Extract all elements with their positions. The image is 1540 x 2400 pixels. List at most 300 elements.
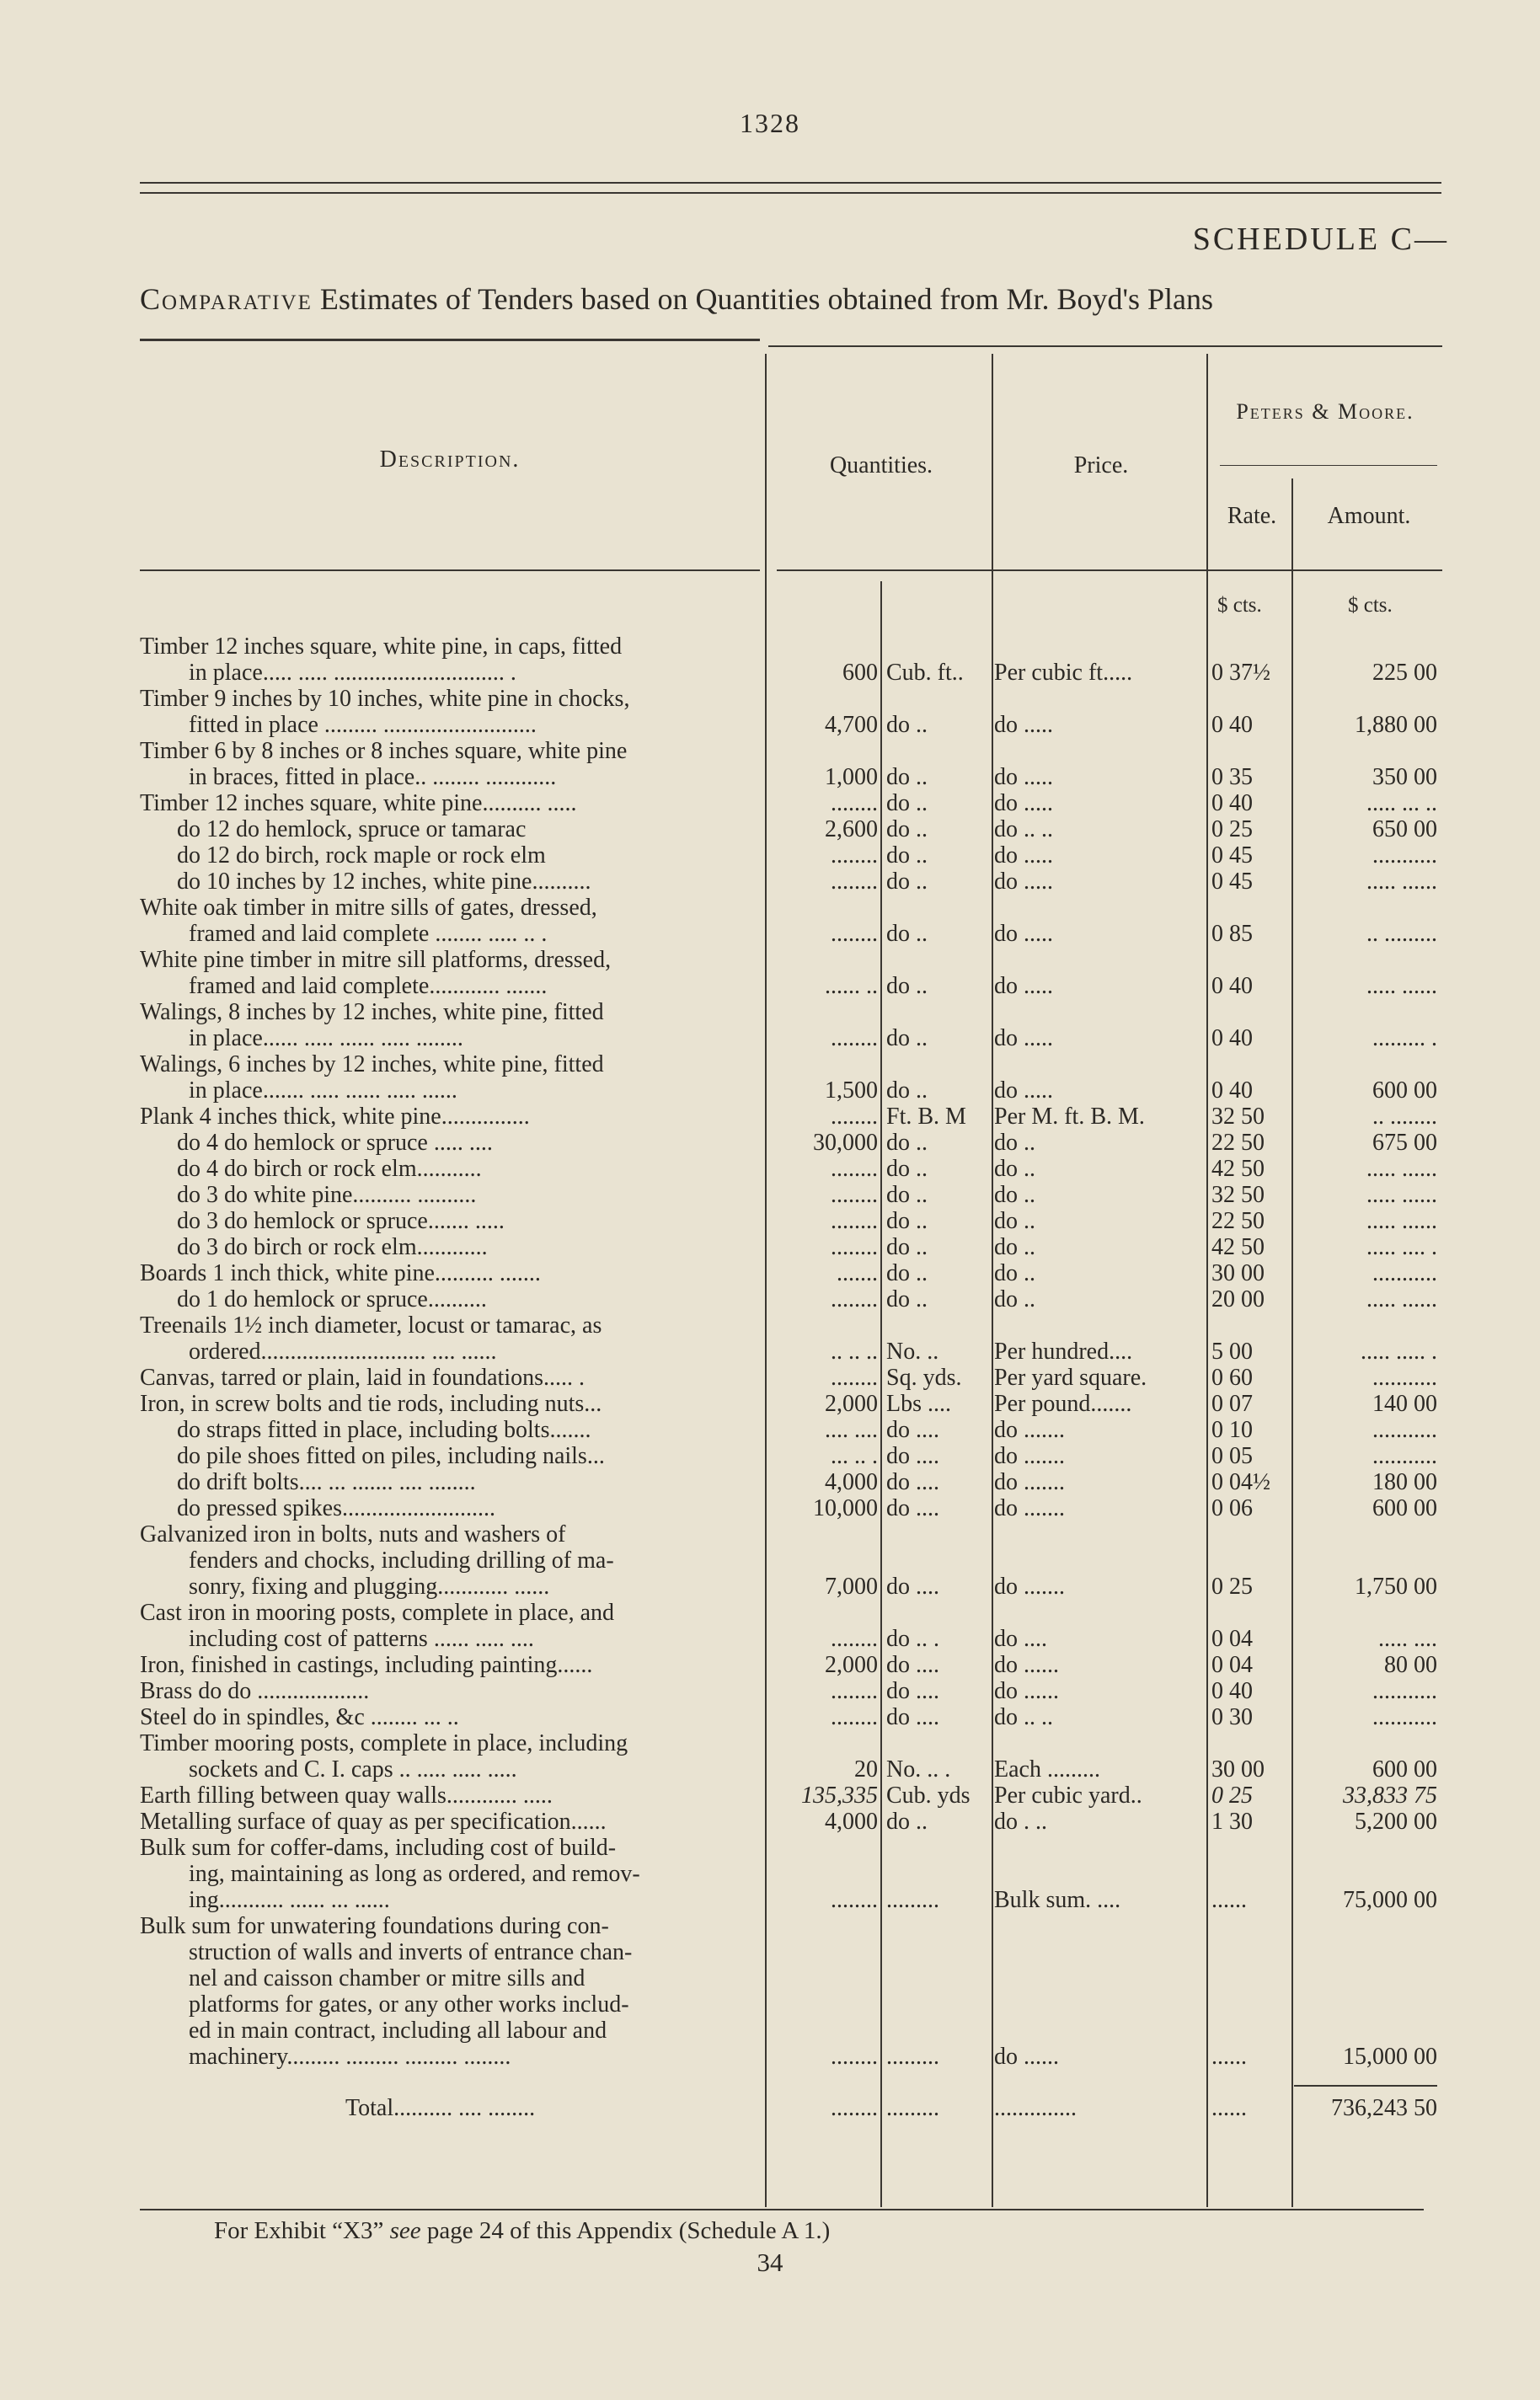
quantity-cell: .... .... [825, 1417, 878, 1443]
description-line: nel and caisson chamber or mitre sills and [189, 1965, 586, 1991]
rate-cell: 32 50 [1211, 1182, 1265, 1208]
price-cell: do ..... [994, 842, 1053, 869]
description-line: Earth filling between quay walls............ ..... [140, 1783, 553, 1809]
rate-cell: 0 25 [1211, 1574, 1253, 1600]
price-cell: Bulk sum. .... [994, 1887, 1121, 1913]
rate-units: $ cts. [1217, 594, 1262, 617]
amount-cell: ..... ...... [1366, 1156, 1437, 1182]
description-line: do straps fitted in place, including bolts....... [177, 1417, 591, 1443]
quantity-cell: 2,000 [825, 1652, 878, 1678]
price-cell: do ....... [994, 1574, 1065, 1600]
description-line: Canvas, tarred or plain, laid in foundations..... . [140, 1365, 585, 1391]
unit-cell: do .. [886, 712, 928, 738]
quantity-cell: 4,000 [825, 1809, 878, 1835]
quantity-cell: ........ [831, 869, 878, 895]
page-subtitle [140, 281, 1213, 317]
description-line: ing........... ...... ... ...... [189, 1887, 390, 1913]
price-cell: do ...... [994, 2044, 1059, 2070]
quantity-cell: ........ [831, 1365, 878, 1391]
description-line: ed in main contract, including all labour and [189, 2018, 607, 2044]
description-line: do 3 do hemlock or spruce....... ..... [177, 1208, 505, 1234]
rate-cell: 0 05 [1211, 1443, 1253, 1469]
description-line: Treenails 1½ inch diameter, locust or tamarac, as [140, 1312, 602, 1339]
quantity-cell: ........ [831, 842, 878, 869]
row-description [140, 1600, 767, 1652]
unit-cell: ......... [886, 1887, 939, 1913]
price-cell: do .. [994, 1260, 1035, 1286]
row-description [140, 1156, 767, 1182]
subtitle-lead: Comparative [140, 282, 313, 316]
quantity-cell: 1,500 [825, 1077, 878, 1104]
description-line: in place...... ..... ...... ..... ........ [189, 1025, 463, 1051]
quantity-cell: 1,000 [825, 764, 878, 790]
description-header: Description. [379, 446, 521, 473]
row-description [140, 895, 767, 947]
unit-cell: do .... [886, 1443, 939, 1469]
unit-cell: do .. [886, 869, 928, 895]
amount-cell: ..... .... . [1366, 1234, 1437, 1260]
quantity-cell: ........ [831, 1156, 878, 1182]
row-description [140, 1234, 767, 1260]
amount-cell: ..... ..... . [1361, 1339, 1437, 1365]
header-bottom-rule-right [777, 569, 1442, 571]
price-cell: do .. [994, 1182, 1035, 1208]
rate-cell: 0 04½ [1211, 1469, 1270, 1495]
amount-cell: 180 00 [1372, 1469, 1437, 1495]
page-number: 1328 [740, 108, 800, 138]
amount-cell: ......... . [1372, 1025, 1437, 1051]
row-description [140, 842, 767, 869]
unit-cell: Lbs .... [886, 1391, 951, 1417]
description-line: Iron, in screw bolts and tie rods, including nuts... [140, 1391, 602, 1417]
quantity-cell: ........ [831, 1626, 878, 1652]
description-line: in place..... ..... ............................. . [189, 660, 516, 686]
unit-cell: do .. [886, 973, 928, 999]
quantity-cell: 135,335 [801, 1783, 878, 1809]
price-cell: Per M. ft. B. M. [994, 1104, 1145, 1130]
unit-cell: do .. [886, 842, 928, 869]
quantity-cell: ....... [837, 1260, 878, 1286]
rate-cell: 0 85 [1211, 921, 1253, 947]
unit-cell: Sq. yds. [886, 1365, 962, 1391]
quantity-cell: ........ [831, 1678, 878, 1704]
rate-cell: 0 07 [1211, 1391, 1253, 1417]
rate-cell: 0 37½ [1211, 660, 1270, 686]
description-line: framed and laid complete ........ ..... .. . [189, 921, 548, 947]
quantity-cell: ........ [831, 790, 878, 816]
total-rate: ...... [1211, 2095, 1247, 2121]
row-description [140, 1443, 767, 1469]
amount-cell: 600 00 [1372, 1077, 1437, 1104]
rate-cell: 0 35 [1211, 764, 1253, 790]
price-cell: do ..... [994, 712, 1053, 738]
description-line: Timber 12 inches square, white pine, in caps, fitted [140, 633, 623, 660]
row-description [140, 1704, 767, 1730]
description-line: Timber 9 inches by 10 inches, white pine in chocks, [140, 686, 630, 712]
description-line: Walings, 8 inches by 12 inches, white pine, fitted [140, 999, 604, 1025]
rate-cell: 42 50 [1211, 1156, 1265, 1182]
rate-cell: 0 06 [1211, 1495, 1253, 1521]
unit-cell: Cub. ft.. [886, 660, 964, 686]
description-line: Metalling surface of quay as per specification...... [140, 1809, 607, 1835]
description-line: struction of walls and inverts of entrance chan- [189, 1939, 633, 1965]
amount-cell: ..... ...... [1366, 869, 1437, 895]
amount-cell: ........... [1372, 1704, 1437, 1730]
rate-cell: 30 00 [1211, 1756, 1265, 1783]
footer-pre: For Exhibit “X3” [214, 2217, 390, 2244]
header-top-rule-left [140, 339, 760, 341]
rate-cell: 1 30 [1211, 1809, 1253, 1835]
quantity-cell: ........ [831, 1234, 878, 1260]
price-cell: do ....... [994, 1417, 1065, 1443]
description-line: sonry, fixing and plugging............ ...... [189, 1574, 550, 1600]
amount-cell: ........... [1372, 1678, 1437, 1704]
quantity-cell: 2,000 [825, 1391, 878, 1417]
firm-header: Peters & Moore. [1236, 399, 1414, 424]
price-cell: Per cubic ft..... [994, 660, 1133, 686]
price-cell: do .. [994, 1130, 1035, 1156]
amount-cell: 15,000 00 [1343, 2044, 1437, 2070]
amount-cell: ..... ...... [1366, 1182, 1437, 1208]
rate-cell: 0 40 [1211, 1678, 1253, 1704]
rate-cell: ...... [1211, 1887, 1247, 1913]
unit-cell: do .. [886, 1182, 928, 1208]
amount-cell: ..... ... .. [1366, 790, 1437, 816]
description-line: do 1 do hemlock or spruce.......... [177, 1286, 487, 1312]
description-line: Galvanized iron in bolts, nuts and washers of [140, 1521, 566, 1547]
description-line: machinery......... ......... ......... ........ [189, 2044, 511, 2070]
rate-cell: 0 60 [1211, 1365, 1253, 1391]
signature-mark: 34 [757, 2248, 783, 2277]
unit-cell: do .. [886, 1260, 928, 1286]
total-rule [1294, 2085, 1437, 2087]
rate-cell: 0 40 [1211, 790, 1253, 816]
description-line: White oak timber in mitre sills of gates, dressed, [140, 895, 597, 921]
row-description [140, 1809, 767, 1835]
amount-cell: 600 00 [1372, 1495, 1437, 1521]
total-label: Total.......... .... ........ [345, 2095, 536, 2121]
row-description [140, 1286, 767, 1312]
row-description [140, 999, 767, 1051]
description-line: Timber 12 inches square, white pine.......... ..... [140, 790, 577, 816]
row-description [140, 1835, 767, 1913]
unit-cell: No. .. . [886, 1756, 951, 1783]
rate-cell: 0 45 [1211, 842, 1253, 869]
column-divider [1206, 354, 1208, 2207]
quantity-cell: 2,600 [825, 816, 878, 842]
rate-cell: 42 50 [1211, 1234, 1265, 1260]
unit-cell: do .... [886, 1652, 939, 1678]
amount-cell: 650 00 [1372, 816, 1437, 842]
amount-cell: .. ........ [1372, 1104, 1437, 1130]
unit-cell: do .. [886, 764, 928, 790]
price-cell: do ...... [994, 1678, 1059, 1704]
price-cell: Per cubic yard.. [994, 1783, 1142, 1809]
price-cell: do .. [994, 1286, 1035, 1312]
unit-cell: Ft. B. M [886, 1104, 966, 1130]
amount-cell: ........... [1372, 1365, 1437, 1391]
description-line: Timber mooring posts, complete in place, including [140, 1730, 628, 1756]
unit-cell: do .... [886, 1704, 939, 1730]
description-line: do 10 inches by 12 inches, white pine.......... [177, 869, 591, 895]
rate-cell: 0 40 [1211, 1077, 1253, 1104]
description-line: White pine timber in mitre sill platforms, dressed, [140, 947, 612, 973]
description-line: Boards 1 inch thick, white pine.......... ....... [140, 1260, 541, 1286]
footer-post: page 24 of this Appendix (Schedule A 1.) [420, 2217, 831, 2244]
amount-cell: .. ......... [1366, 921, 1437, 947]
unit-cell: do .. [886, 1234, 928, 1260]
unit-cell: do .. [886, 1156, 928, 1182]
row-description [140, 1783, 767, 1809]
price-cell: do ..... [994, 764, 1053, 790]
amount-cell: 350 00 [1372, 764, 1437, 790]
unit-cell: do .... [886, 1495, 939, 1521]
description-line: Walings, 6 inches by 12 inches, white pine, fitted [140, 1051, 604, 1077]
unit-cell: do .. [886, 790, 928, 816]
amount-cell: 675 00 [1372, 1130, 1437, 1156]
description-line: do 4 do birch or rock elm........... [177, 1156, 482, 1182]
description-line: do drift bolts.... ... ....... .... ........ [177, 1469, 476, 1495]
quantity-cell: ........ [831, 1704, 878, 1730]
price-cell: Per pound....... [994, 1391, 1132, 1417]
quantity-cell: ... .. . [831, 1443, 878, 1469]
rate-cell: 22 50 [1211, 1208, 1265, 1234]
amount-cell: 80 00 [1384, 1652, 1437, 1678]
row-description [140, 1678, 767, 1704]
quantity-cell: .. .. .. [831, 1339, 878, 1365]
amount-cell: ........... [1372, 1260, 1437, 1286]
rate-cell: 30 00 [1211, 1260, 1265, 1286]
price-cell: Per hundred.... [994, 1339, 1133, 1365]
amount-cell: ........... [1372, 842, 1437, 869]
row-description [140, 790, 767, 816]
description-line: do pressed spikes.......................... [177, 1495, 495, 1521]
amount-cell: 600 00 [1372, 1756, 1437, 1783]
total-price: .............. [994, 2095, 1077, 2121]
quantity-cell: 7,000 [825, 1574, 878, 1600]
row-description [140, 947, 767, 999]
description-line: ing, maintaining as long as ordered, and remov- [189, 1861, 640, 1887]
rate-cell: 0 40 [1211, 1025, 1253, 1051]
price-cell: do .... [994, 1626, 1047, 1652]
rate-cell: 0 25 [1211, 1783, 1253, 1809]
rate-cell: 0 10 [1211, 1417, 1253, 1443]
price-cell: do .. [994, 1156, 1035, 1182]
subtitle-rest: Estimates of Tenders based on Quantities obtained from Mr. Boyd's Plans [312, 282, 1213, 316]
amount-cell: ........... [1372, 1443, 1437, 1469]
price-cell: do ..... [994, 973, 1053, 999]
description-line: sockets and C. I. caps .. ..... ..... ..... [189, 1756, 517, 1783]
description-line: in place....... ..... ...... ..... ...... [189, 1077, 457, 1104]
quantity-cell: ........ [831, 1182, 878, 1208]
bottom-rule [140, 2209, 1424, 2210]
row-description [140, 1417, 767, 1443]
description-line: Steel do in spindles, &c ........ ... .. [140, 1704, 459, 1730]
price-cell: do ..... [994, 1025, 1053, 1051]
description-line: Brass do do ................... [140, 1678, 370, 1704]
quantity-cell: ........ [831, 1286, 878, 1312]
amount-units: $ cts. [1348, 594, 1393, 617]
row-description [140, 1260, 767, 1286]
rate-cell: 0 45 [1211, 869, 1253, 895]
price-cell: do ....... [994, 1443, 1065, 1469]
top-rule-2 [140, 192, 1441, 194]
quantity-cell: ........ [831, 1208, 878, 1234]
row-description [140, 1312, 767, 1365]
amount-cell: 225 00 [1372, 660, 1437, 686]
description-line: including cost of patterns ...... ..... .... [189, 1626, 534, 1652]
total-amount: 736,243 50 [1331, 2095, 1437, 2121]
quantity-cell: 20 [854, 1756, 878, 1783]
quantity-cell: ...... .. [825, 973, 878, 999]
unit-cell: do .... [886, 1469, 939, 1495]
quantity-cell: 30,000 [813, 1130, 878, 1156]
top-rule [140, 182, 1441, 184]
quantity-cell: ........ [831, 2044, 878, 2070]
description-line: Bulk sum for unwatering foundations during con- [140, 1913, 609, 1939]
row-description [140, 1652, 767, 1678]
description-line: framed and laid complete............ ....... [189, 973, 548, 999]
row-description [140, 869, 767, 895]
price-cell: do ..... [994, 921, 1053, 947]
quantity-cell: ........ [831, 1104, 878, 1130]
unit-cell: Cub. yds [886, 1783, 971, 1809]
rate-cell: 0 30 [1211, 1704, 1253, 1730]
total-quantity: ........ [831, 2095, 878, 2121]
rate-cell: 0 04 [1211, 1652, 1253, 1678]
unit-cell: No. .. [886, 1339, 939, 1365]
amount-cell: ..... ...... [1366, 973, 1437, 999]
price-cell: do ...... [994, 1652, 1059, 1678]
quantity-cell: ........ [831, 1887, 878, 1913]
row-description [140, 1913, 767, 2070]
column-divider [1291, 478, 1293, 2207]
description-line: Plank 4 inches thick, white pine............... [140, 1104, 530, 1130]
rate-cell: 0 40 [1211, 973, 1253, 999]
description-line: do pile shoes fitted on piles, including nails... [177, 1443, 605, 1469]
total-unit: ......... [886, 2095, 939, 2121]
rate-cell: 5 00 [1211, 1339, 1253, 1365]
footer-note [214, 2217, 830, 2245]
row-description [140, 1208, 767, 1234]
price-cell: Each ......... [994, 1756, 1100, 1783]
row-description [140, 1051, 767, 1104]
price-cell: do .. .. [994, 816, 1053, 842]
price-cell: do ..... [994, 1077, 1053, 1104]
unit-cell: do .. [886, 816, 928, 842]
description-line: Cast iron in mooring posts, complete in place, and [140, 1600, 615, 1626]
price-header: Price. [1073, 452, 1129, 478]
description-line: Bulk sum for coffer-dams, including cost of build- [140, 1835, 617, 1861]
row-description [140, 1469, 767, 1495]
amount-header: Amount. [1327, 503, 1411, 529]
firm-rule [1220, 465, 1437, 466]
row-description [140, 1182, 767, 1208]
unit-cell: do .. [886, 921, 928, 947]
unit-cell: do .. [886, 1809, 928, 1835]
quantities-header: Quantities. [829, 452, 933, 478]
quantity-cell: 4,700 [825, 712, 878, 738]
header-bottom-rule-left [140, 569, 760, 571]
row-description [140, 1495, 767, 1521]
row-description [140, 1730, 767, 1783]
price-cell: do .. [994, 1208, 1035, 1234]
price-cell: do .. [994, 1234, 1035, 1260]
description-line: platforms for gates, or any other works includ- [189, 1991, 629, 2018]
quantity-cell: ........ [831, 921, 878, 947]
description-line: do 12 do birch, rock maple or rock elm [177, 842, 546, 869]
unit-cell: do .... [886, 1678, 939, 1704]
quantity-cell: 4,000 [825, 1469, 878, 1495]
unit-cell: do .... [886, 1417, 939, 1443]
unit-cell: do .. [886, 1025, 928, 1051]
footer-see: see [389, 2217, 421, 2244]
description-line: do 3 do white pine.......... .......... [177, 1182, 477, 1208]
quantity-cell: 10,000 [813, 1495, 878, 1521]
amount-cell: 1,880 00 [1355, 712, 1437, 738]
row-description [140, 816, 767, 842]
unit-cell: ......... [886, 2044, 939, 2070]
description-line: do 4 do hemlock or spruce ..... .... [177, 1130, 493, 1156]
amount-cell: ........... [1372, 1417, 1437, 1443]
unit-cell: do .. [886, 1208, 928, 1234]
quantity-cell: 600 [842, 660, 878, 686]
row-description [140, 1130, 767, 1156]
description-line: fitted in place ......... .......................... [189, 712, 537, 738]
schedule-title: SCHEDULE C— [1192, 222, 1449, 257]
row-description [140, 686, 767, 738]
amount-cell: 33,833 75 [1343, 1783, 1437, 1809]
row-description [140, 633, 767, 686]
description-line: do 3 do birch or rock elm............ [177, 1234, 488, 1260]
unit-cell: do .. . [886, 1626, 939, 1652]
row-description [140, 738, 767, 790]
quantity-cell: ........ [831, 1025, 878, 1051]
amount-cell: 1,750 00 [1355, 1574, 1437, 1600]
amount-cell: 5,200 00 [1355, 1809, 1437, 1835]
rate-header: Rate. [1227, 503, 1277, 529]
rate-cell: 0 25 [1211, 816, 1253, 842]
amount-cell: ..... ...... [1366, 1208, 1437, 1234]
amount-cell: 75,000 00 [1343, 1887, 1437, 1913]
row-description [140, 1521, 767, 1600]
amount-cell: ..... ...... [1366, 1286, 1437, 1312]
description-line: ordered............................ .... ...... [189, 1339, 497, 1365]
unit-cell: do .... [886, 1574, 939, 1600]
description-line: fenders and chocks, including drilling of ma- [189, 1547, 614, 1574]
column-divider [992, 354, 993, 2207]
row-description [140, 1391, 767, 1417]
unit-cell: do .. [886, 1130, 928, 1156]
price-cell: do ....... [994, 1469, 1065, 1495]
rate-cell: ...... [1211, 2044, 1247, 2070]
header-top-rule-right [768, 345, 1442, 347]
price-cell: do ..... [994, 790, 1053, 816]
rate-cell: 0 40 [1211, 712, 1253, 738]
price-cell: do .. .. [994, 1704, 1053, 1730]
amount-cell: ..... .... [1378, 1626, 1437, 1652]
unit-cell: do .. [886, 1077, 928, 1104]
rate-cell: 0 04 [1211, 1626, 1253, 1652]
description-line: do 12 do hemlock, spruce or tamarac [177, 816, 527, 842]
description-line: Iron, finished in castings, including painting...... [140, 1652, 593, 1678]
row-description [140, 1365, 767, 1391]
row-description [140, 1104, 767, 1130]
price-cell: Per yard square. [994, 1365, 1147, 1391]
description-line: in braces, fitted in place.. ........ ............ [189, 764, 557, 790]
rate-cell: 32 50 [1211, 1104, 1265, 1130]
rate-cell: 22 50 [1211, 1130, 1265, 1156]
